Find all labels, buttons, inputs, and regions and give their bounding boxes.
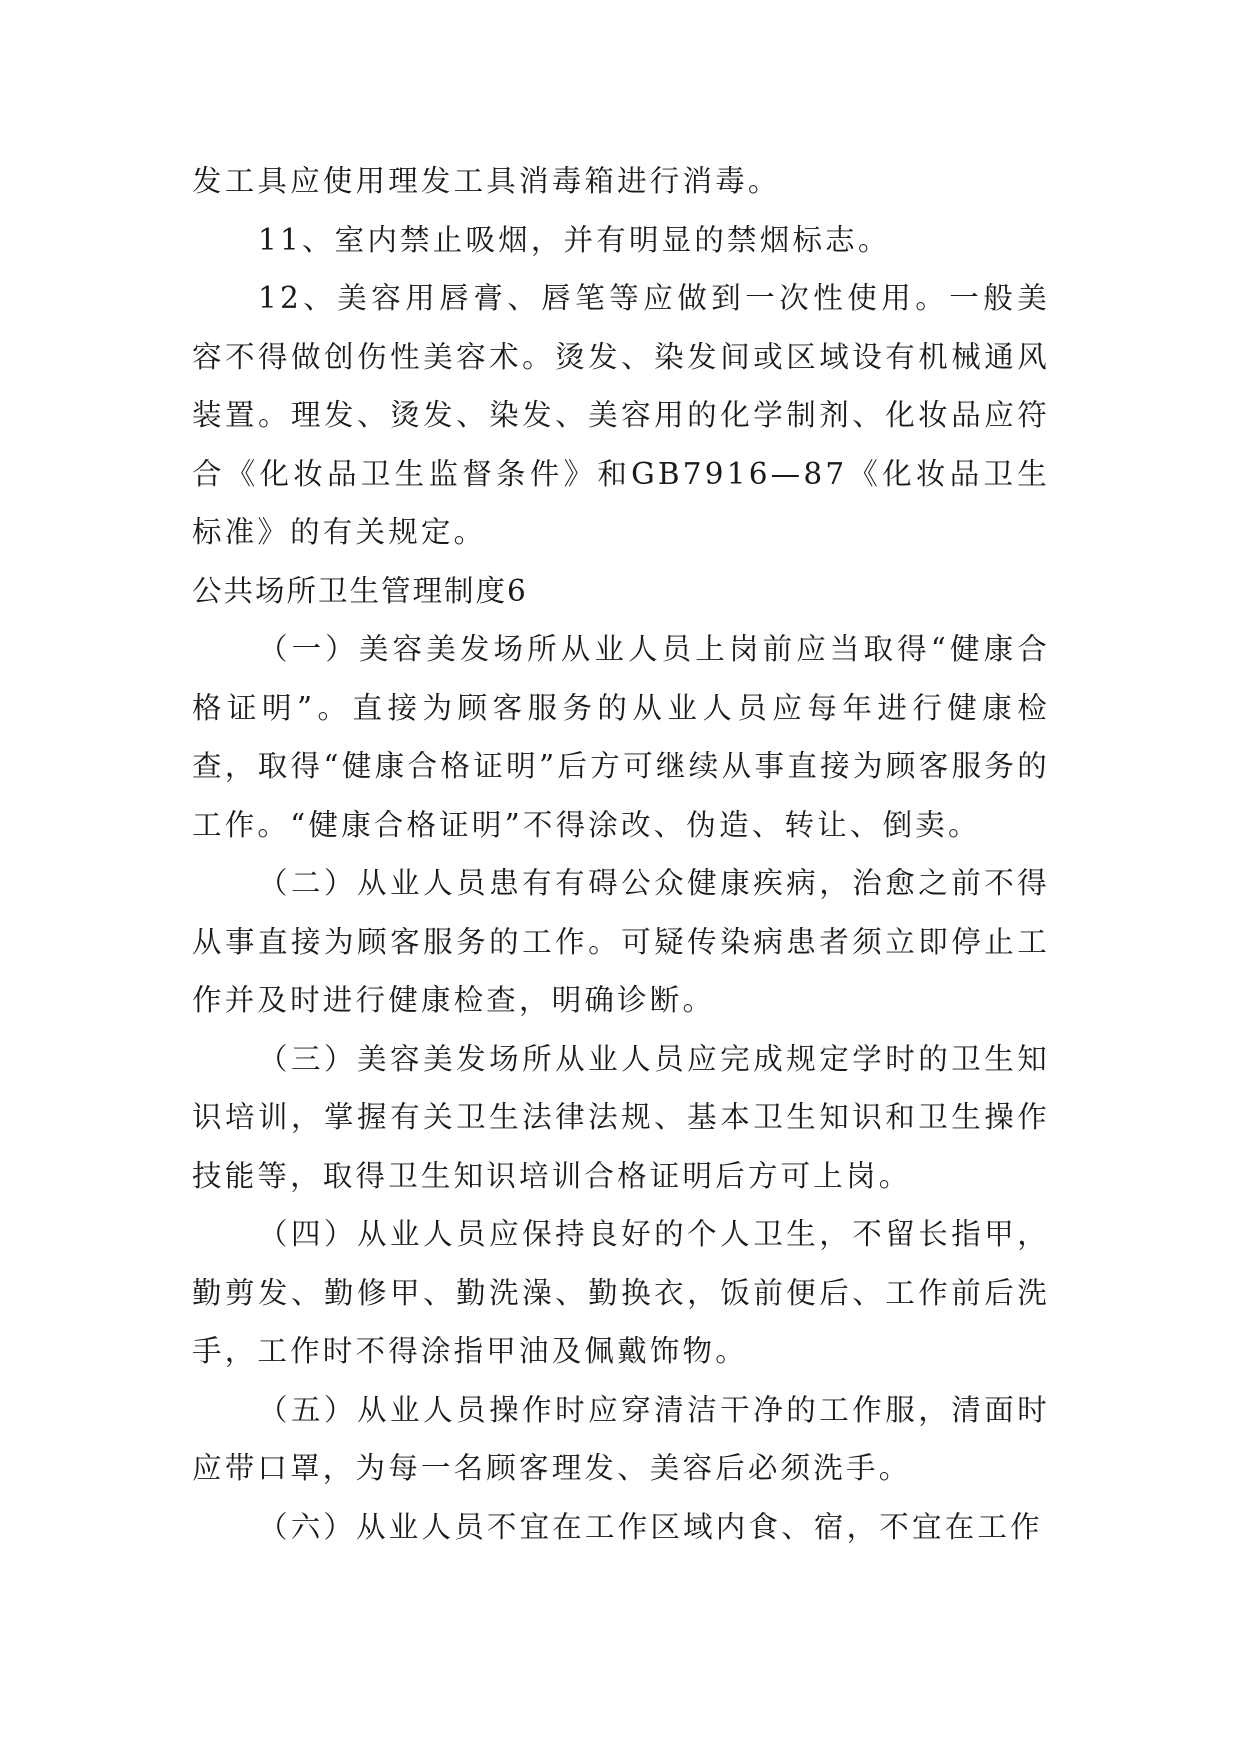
paragraph-continuation: 发工具应使用理发工具消毒箱进行消毒。 — [192, 164, 781, 198]
paragraph-clause-5: （五）从业人员操作时应穿清洁干净的工作服，清面时应带口罩，为每一名顾客理发、美容后必须洗手。 — [192, 1392, 1050, 1485]
document-body — [192, 152, 1050, 1556]
paragraph-clause-2: （二）从业人员患有有碍公众健康疾病，治愈之前不得从事直接为顾客服务的工作。可疑传染病患者须立即停止工作并及时进行健康检查，明确诊断。 — [192, 866, 1050, 1017]
paragraph-clause-6: （六）从业人员不宜在工作区域内食、宿，不宜在工作 — [258, 1509, 1043, 1544]
paragraph-clause-3: （三）美容美发场所从业人员应完成规定学时的卫生知识培训，掌握有关卫生法律法规、基本卫生知识和卫生操作技能等，取得卫生知识培训合格证明后方可上岗。 — [192, 1041, 1050, 1193]
paragraph-clause-1: （一）美容美发场所从业人员上岗前应当取得“健康合格证明”。直接为顾客服务的从业人员应每年进行健康检查，取得“健康合格证明”后方可继续从事直接为顾客服务的工作。“健康合格证明”不得涂改、伪造、转让、倒卖。 — [192, 632, 1050, 842]
paragraph-clause-4: （四）从业人员应保持良好的个人卫生，不留长指甲，勤剪发、勤修甲、勤洗澡、勤换衣，饭前便后、工作前后洗手，工作时不得涂指甲油及佩戴饰物。 — [192, 1217, 1050, 1368]
paragraph-item-11: 11、室内禁止吸烟，并有明显的禁烟标志。 — [258, 222, 891, 257]
section-heading: 公共场所卫生管理制度6 — [192, 573, 528, 608]
paragraph-item-12: 12、美容用唇膏、唇笔等应做到一次性使用。一般美容不得做创伤性美容术。烫发、染发间或区域设有机械通风装置。理发、烫发、染发、美容用的化学制剂、化妆品应符合《化妆品卫生监督条件》和GB7916—87《化妆品卫生标准》的有关规定。 — [192, 281, 1050, 549]
